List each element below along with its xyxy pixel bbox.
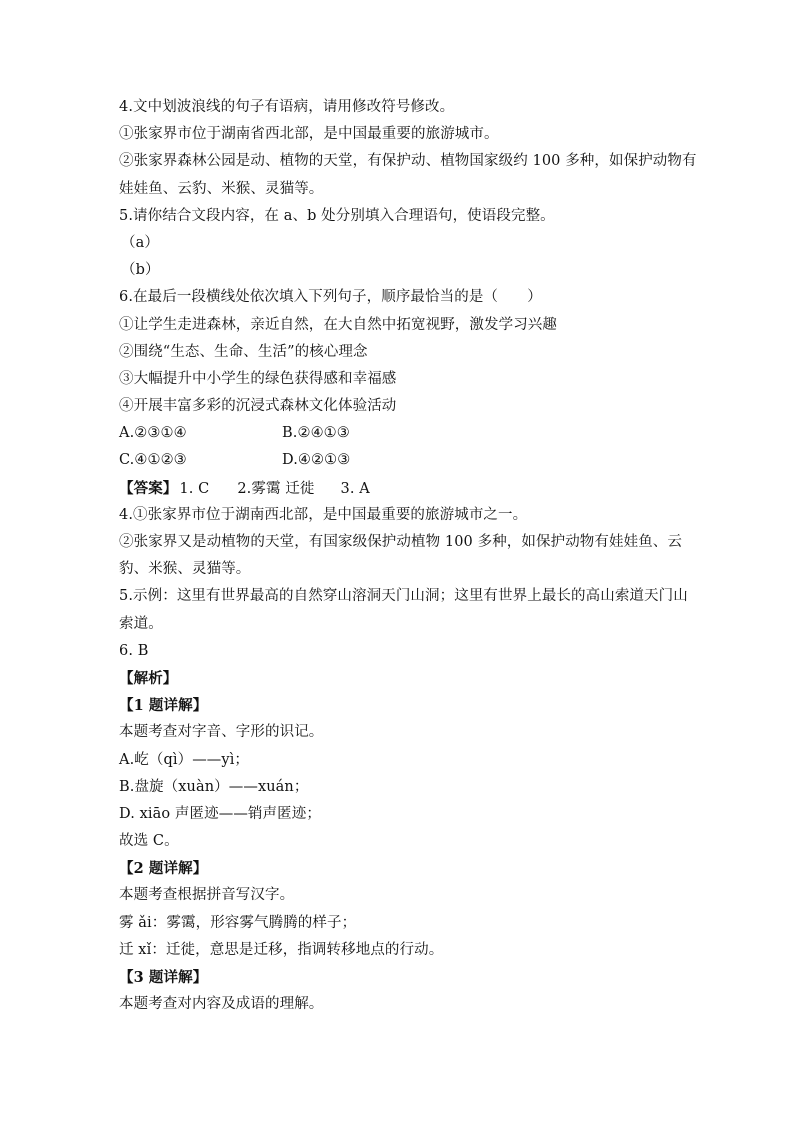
- answer-4-line-2: ②张家界又是动植物的天堂，有国家级保护动植物 100 多种，如保护动物有娃娃鱼、云: [119, 534, 682, 550]
- q6-item-4: ④开展丰富多彩的沉浸式森林文化体验活动: [119, 398, 397, 415]
- detail-2-label: 【2 题详解】: [119, 860, 208, 878]
- detail-1-line-d: D. xiāo 声匿迹——销声匿迹；: [119, 805, 321, 822]
- q6-title: 6.在最后一段横线处依次填入下列句子，顺序最恰当的是（ ）: [119, 289, 542, 306]
- q5-blank-b: （b）: [121, 262, 160, 279]
- answer-4-line-3: 豹、米猴、灵猫等。: [119, 561, 251, 578]
- answer-5-line-2: 索道。: [119, 615, 163, 632]
- document-page: [119, 94, 697, 1018]
- q6-item-2: ②围绕“生态、生命、生活”的核心理念: [119, 343, 368, 360]
- answer-label: 【答案】: [119, 479, 178, 497]
- q6-options-row-1: [119, 420, 679, 447]
- answer-3: 3. A: [340, 480, 370, 497]
- q6-item-3: ③大幅提升中小学生的绿色获得感和幸福感: [119, 370, 397, 387]
- q6-option-c: C.④①②③: [119, 452, 187, 469]
- detail-1-conclusion: 故选 C。: [119, 833, 179, 850]
- detail-2-line-2: 迁 xǐ：迁徙，意思是迁移，指调转移地点的行动。: [119, 941, 444, 958]
- q4-sentence-2-line-1: ②张家界森林公园是动、植物的天堂，有保护动、植物国家级约 100 多种，如保护动物有: [119, 153, 697, 170]
- answer-1: 1. C: [179, 480, 210, 497]
- q6-option-b: B.②④①③: [282, 425, 350, 442]
- q6-option-a: A.②③①④: [119, 425, 187, 442]
- detail-3-label: 【3 题详解】: [119, 969, 208, 986]
- detail-1-label: 【1 题详解】: [119, 697, 208, 715]
- q4-sentence-1: ①张家界市位于湖南省西北部，是中国最重要的旅游城市。: [119, 126, 499, 143]
- q4-title: 4.文中划波浪线的句子有语病，请用修改符号修改。: [119, 99, 455, 115]
- q6-option-d: D.④②①③: [282, 452, 351, 469]
- answer-row: [119, 475, 679, 502]
- analysis-label: 【解析】: [119, 669, 178, 687]
- answer-4-line-1: 4.①张家界市位于湖南西北部，是中国最重要的旅游城市之一。: [119, 506, 528, 523]
- detail-1-line-b: B.盘旋（xuàn）——xuán；: [119, 778, 309, 795]
- q4-sentence-2-line-2: 娃娃鱼、云豹、米猴、灵猫等。: [119, 180, 324, 197]
- detail-2-line-1: 雾 ǎi：雾霭，形容雾气腾腾的样子；: [119, 914, 357, 931]
- detail-2-intro: 本题考查根据拼音写汉字。: [119, 887, 295, 904]
- q5-title: 5.请你结合文段内容，在 a、b 处分别填入合理语句，使语段完整。: [119, 207, 555, 224]
- detail-3-intro: 本题考查对内容及成语的理解。: [119, 996, 324, 1013]
- detail-1-line-a: A.屹（qì）——yì；: [119, 751, 250, 768]
- answer-5-line-1: 5.示例：这里有世界最高的自然穿山溶洞天门山洞；这里有世界上最长的高山索道天门山: [119, 588, 688, 605]
- detail-1-intro: 本题考查对字音、字形的识记。: [119, 724, 324, 741]
- q5-blank-a: （a）: [121, 234, 159, 251]
- answer-2: 2.雾霭 迁徙: [237, 480, 315, 497]
- answer-6: 6. B: [119, 642, 149, 659]
- q6-options-row-2: [119, 447, 679, 474]
- q6-item-1: ①让学生走进森林，亲近自然，在大自然中拓宽视野，激发学习兴趣: [119, 316, 557, 333]
